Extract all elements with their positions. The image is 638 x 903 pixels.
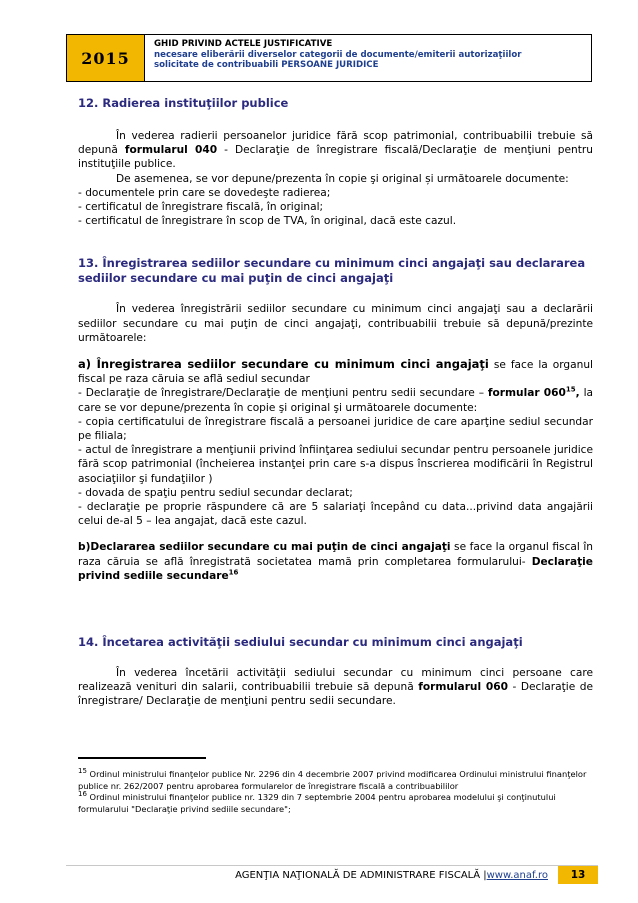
section-14-heading: 14. Încetarea activităţii sediului secundar cu minimum cinci angajaţi: [78, 635, 523, 650]
header-line-3: solicitate de contribuabili PERSOANE JURIDICE: [154, 60, 379, 70]
footnote-16: [78, 792, 593, 815]
footnotes: [78, 769, 593, 815]
page-number: 13: [558, 866, 598, 884]
footnote-divider: [78, 757, 206, 759]
text: - Declaraţie de înregistrare/Declaraţie de menţiuni pentru sedii secundare –: [78, 387, 488, 400]
list-item: - certificatul de înregistrare în scop de TVA, în original, dacă este cazul.: [78, 215, 457, 228]
section-13-heading: 13. Înregistrarea sediilor secundare cu minimum cinci angajaţi sau declararea sediilor secundare cu mai puţin de cinci angajaţi: [78, 256, 586, 286]
footnote-number: 15: [78, 767, 87, 776]
text: În vederea încetării activităţii sediului secundar cu minimum cinci persoane care realizează venituri din salarii, contribuabilii trebuie să depună: [78, 667, 593, 694]
list-item: - copia certificatului de înregistrare fiscală a persoanei juridice de care aparţine sediul secundar pe filiala;: [78, 415, 593, 443]
form-040: formularul 040: [124, 144, 218, 157]
form-060: formular 060: [487, 387, 566, 400]
page-footer: [66, 865, 598, 884]
section-14-paragraph: [78, 666, 593, 709]
subsection-a-title: a) Înregistrarea sediilor secundare cu minimum cinci angajaţi: [78, 357, 489, 372]
subsection-b-title: b)Declararea sediilor secundare cu mai puţin de cinci angajaţi: [78, 541, 451, 554]
footer-link[interactable]: www.anaf.ro: [486, 869, 548, 881]
list-item: - dovada de spaţiu pentru sediul secundar declarat;: [78, 486, 353, 499]
section-13-a-form: [78, 386, 593, 414]
header-year: 2015: [67, 35, 145, 81]
section-13-b: [78, 540, 593, 583]
text: la care se vor depune/prezenta în copie şi original şi următoarele documente:: [78, 387, 594, 414]
footnote-number: 16: [78, 790, 87, 799]
text: - Declaraţie de înregistrare/ Declaraţie de menţiuni pentru sedii secundare.: [78, 681, 594, 708]
text: - Declaraţie de înregistrare fiscală/Declaraţie de menţiuni pentru instituţiile publice.: [78, 144, 593, 171]
page-content: [78, 96, 593, 709]
header-line-2: necesare eliberării diverselor categorii de documente/emiterii autorizaţiilor: [154, 49, 522, 60]
list-item: - certificatul de înregistrare fiscală, în original;: [78, 201, 324, 214]
section-13-intro: În vederea înregistrării sediilor secundare cu minimum cinci angajaţi sau a declarării sediilor secundare cu mai puţin de cinci angajaţi, contribuabilii trebuie să depună/prezinte următoarele:: [78, 303, 593, 344]
footer-text: [66, 870, 558, 881]
text: În vederea radierii persoanelor juridice fără scop patrimonial, contribuabilii trebuie să depună: [78, 130, 593, 157]
footnote-ref-15: 15: [565, 385, 576, 394]
section-12-heading: 12. Radierea instituţiilor publice: [78, 96, 289, 110]
footnote-15: [78, 769, 593, 792]
form-declaratie: Declaraţie privind sediile secundare: [78, 555, 593, 582]
header-title: [145, 35, 522, 81]
footnote-text: Ordinul ministrului finanţelor publice Nr. 2296 din 4 decembrie 2007 privind modificarea Ordinului ministrului finanţelor publice nr. 262/2007 pentru aprobarea formularelor de înregistrare fiscală a contribuabililor: [78, 769, 587, 791]
section-12-paragraph: [78, 129, 593, 172]
list-item: - documentele prin care se dovedeşte radierea;: [78, 186, 331, 199]
section-13-a: [78, 357, 593, 386]
list-item: - declaraţie pe proprie răspundere că are 5 salariaţi începând cu data...privind data angajării celui de-al 5 – lea angajat, dacă este cazul.: [78, 501, 593, 528]
form-060: formularul 060: [418, 681, 509, 694]
list-item: - actul de înregistrare a menţiunii privind înfiinţarea sediului secundar pentru persoanele juridice fără scop patrimonial (încheierea instanţei prin care s-a dispus înscrierea modificării în Registrul asociaţiilor şi fundaţiilor ): [78, 444, 593, 485]
page-header: [66, 34, 592, 82]
text: se face la organul fiscal pe raza căruia se află sediul secundar: [78, 359, 593, 386]
header-line-1: GHID PRIVIND ACTELE JUSTIFICATIVE: [154, 39, 333, 49]
footnote-text: Ordinul ministrului finanţelor publice nr. 1329 din 7 septembrie 2004 pentru aprobarea modelului şi conţinutului formularului "Declaraţie privind sediile secundare";: [78, 792, 556, 814]
section-12-docs-intro: De asemenea, se vor depune/prezenta în copie şi original și următoarele documente:: [116, 172, 569, 185]
footnote-ref-16: 16: [228, 568, 239, 577]
footer-agency: AGENŢIA NAŢIONALĂ DE ADMINISTRARE FISCALĂ |: [235, 869, 487, 881]
text: ,: [575, 387, 580, 400]
text: se face la organul fiscal în raza căruia se află înregistrată societatea mamă prin completarea formularului-: [78, 541, 593, 568]
